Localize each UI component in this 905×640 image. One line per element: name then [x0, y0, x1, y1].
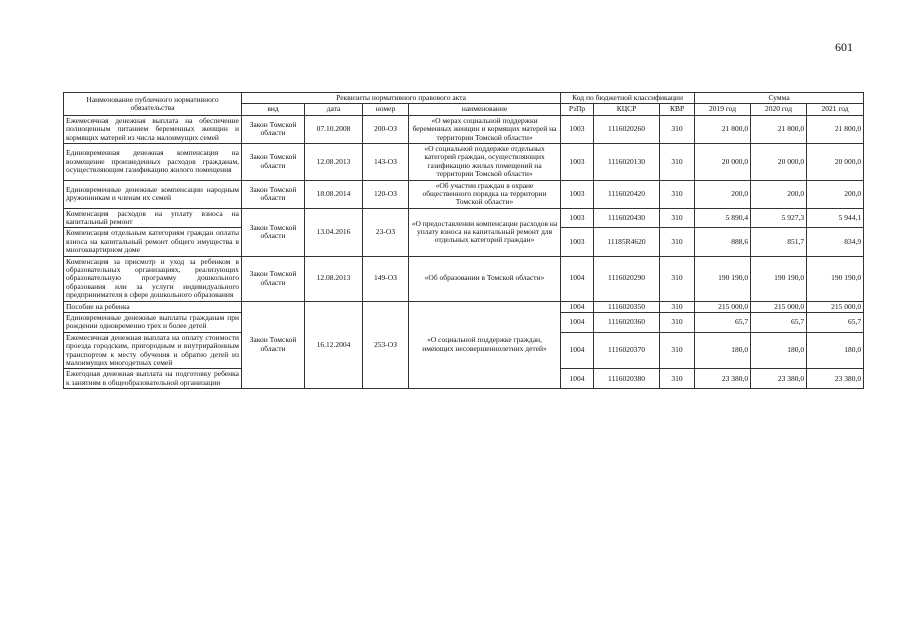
sum-2021: 65,7 — [807, 312, 864, 332]
act-title: «Об участии граждан в охране общественного порядка на территории Томской области» — [409, 180, 561, 208]
obligation-name: Единовременная денежная компенсация на возмещение произведенных расходов гражданам, осуществляющим газификацию жилого помещения — [64, 143, 242, 180]
code-rzpr: 1003 — [561, 180, 594, 208]
act-number: 143-ОЗ — [363, 143, 409, 180]
sum-2021: 180,0 — [807, 332, 864, 369]
obligation-name: Компенсация за присмотр и уход за ребенком в образовательных организациях, реализующих образовательную программу дошкольного образования или за услуги индивидуального предпринимателя в сфере дошкольного образования — [64, 256, 242, 301]
code-kcsr: 1116020380 — [594, 369, 660, 389]
act-title: «О предоставлении компенсации расходов на уплату взноса на капитальный ремонт для отдельных категорий граждан» — [409, 208, 561, 256]
sum-2020: 5 927,3 — [751, 208, 807, 228]
sum-2020: 20 000,0 — [751, 143, 807, 180]
act-kind: Закон Томской области — [242, 256, 305, 301]
code-kcsr: 1116020130 — [594, 143, 660, 180]
header-2021: 2021 год — [807, 104, 864, 115]
budget-obligations-table — [63, 92, 864, 389]
table-row — [64, 180, 864, 208]
code-kvr: 310 — [660, 143, 695, 180]
sum-2020: 215 000,0 — [751, 301, 807, 312]
act-title: «О социальной поддержке отдельных категорий граждан, осуществляющих газификацию жилых помещений на территории Томской области» — [409, 143, 561, 180]
table-row — [64, 208, 864, 228]
act-number: 120-ОЗ — [363, 180, 409, 208]
sum-2019: 215 000,0 — [695, 301, 751, 312]
act-number: 149-ОЗ — [363, 256, 409, 301]
sum-2019: 65,7 — [695, 312, 751, 332]
table-row — [64, 256, 864, 301]
code-kcsr: 1116020290 — [594, 256, 660, 301]
sum-2020: 190 190,0 — [751, 256, 807, 301]
header-2020: 2020 год — [751, 104, 807, 115]
sum-2021: 190 190,0 — [807, 256, 864, 301]
act-date: 18.08.2014 — [305, 180, 363, 208]
header-kvr: КВР — [660, 104, 695, 115]
act-number: 23-ОЗ — [363, 208, 409, 256]
sum-2021: 215 000,0 — [807, 301, 864, 312]
code-kvr: 310 — [660, 301, 695, 312]
sum-2020: 851,7 — [751, 228, 807, 256]
act-kind: Закон Томской области — [242, 143, 305, 180]
obligation-name: Компенсация расходов на уплату взноса на капитальный ремонт — [64, 208, 242, 228]
act-kind: Закон Томской области — [242, 301, 305, 389]
header-title: наименование — [409, 104, 561, 115]
obligation-name: Ежегодная денежная выплата на подготовку ребенка к занятиям в общеобразовательной организации — [64, 369, 242, 389]
sum-2021: 20 000,0 — [807, 143, 864, 180]
sum-2019: 190 190,0 — [695, 256, 751, 301]
code-rzpr: 1003 — [561, 115, 594, 143]
code-kvr: 310 — [660, 208, 695, 228]
act-date: 13.04.2016 — [305, 208, 363, 256]
code-kcsr: 1116020350 — [594, 301, 660, 312]
act-kind: Закон Томской области — [242, 180, 305, 208]
sum-2019: 5 890,4 — [695, 208, 751, 228]
code-kcsr: 1116020370 — [594, 332, 660, 369]
code-kvr: 310 — [660, 256, 695, 301]
sum-2019: 23 380,0 — [695, 369, 751, 389]
header-name: Наименование публичного нормативного обязательства — [64, 93, 242, 116]
page-number: 601 — [835, 40, 853, 54]
sum-2020: 23 380,0 — [751, 369, 807, 389]
obligation-name: Ежемесячная денежная выплата на оплату стоимости проезда городским, пригородным и внутрирайонным транспортом к месту обучения и обратно детей из малоимущих многодетных семей — [64, 332, 242, 369]
header-kcsr: КЦСР — [594, 104, 660, 115]
code-kvr: 310 — [660, 115, 695, 143]
sum-2021: 200,0 — [807, 180, 864, 208]
header-code-group: Код по бюджетной классификации — [561, 93, 695, 104]
code-kvr: 310 — [660, 180, 695, 208]
code-rzpr: 1004 — [561, 256, 594, 301]
code-kcsr: 1116020420 — [594, 180, 660, 208]
code-rzpr: 1003 — [561, 228, 594, 256]
header-row-top — [64, 93, 864, 104]
sum-2019: 21 800,0 — [695, 115, 751, 143]
sum-2019: 200,0 — [695, 180, 751, 208]
sum-2019: 20 000,0 — [695, 143, 751, 180]
code-rzpr: 1004 — [561, 332, 594, 369]
table-row — [64, 301, 864, 312]
act-title: «О социальной поддержке граждан, имеющих несовершеннолетних детей» — [409, 301, 561, 389]
header-rzpr: РзПр — [561, 104, 594, 115]
header-2019: 2019 год — [695, 104, 751, 115]
act-number: 200-ОЗ — [363, 115, 409, 143]
obligation-name: Единовременные денежные выплаты гражданам при рождении одновременно трех и более детей — [64, 312, 242, 332]
obligation-name: Пособие на ребенка — [64, 301, 242, 312]
act-number: 253-ОЗ — [363, 301, 409, 389]
act-title: «Об образовании в Томской области» — [409, 256, 561, 301]
header-date: дата — [305, 104, 363, 115]
obligation-name: Единовременные денежные компенсации народным дружинникам и членам их семей — [64, 180, 242, 208]
sum-2021: 21 800,0 — [807, 115, 864, 143]
sum-2020: 180,0 — [751, 332, 807, 369]
header-number: номер — [363, 104, 409, 115]
header-kind: вид — [242, 104, 305, 115]
code-kvr: 310 — [660, 312, 695, 332]
act-date: 12.08.2013 — [305, 143, 363, 180]
header-sum-group: Сумма — [695, 93, 864, 104]
obligation-name: Компенсация отдельным категориям граждан оплаты взноса на капитальный ремонт общего имущества в многоквартирном доме — [64, 228, 242, 256]
code-rzpr: 1004 — [561, 369, 594, 389]
code-rzpr: 1004 — [561, 312, 594, 332]
act-title: «О мерах социальной поддержки беременных женщин и кормящих матерей на территории Томской области» — [409, 115, 561, 143]
table-row — [64, 115, 864, 143]
code-kvr: 310 — [660, 228, 695, 256]
code-kcsr: 1116020360 — [594, 312, 660, 332]
table-row — [64, 143, 864, 180]
sum-2020: 21 800,0 — [751, 115, 807, 143]
act-kind: Закон Томской области — [242, 115, 305, 143]
act-kind: Закон Томской области — [242, 208, 305, 256]
code-kcsr: 11185R4620 — [594, 228, 660, 256]
act-date: 16.12.2004 — [305, 301, 363, 389]
obligation-name: Ежемесячная денежная выплата на обеспечение полноценным питанием беременных женщин и кормящих матерей из числа малоимущих семей — [64, 115, 242, 143]
code-rzpr: 1003 — [561, 208, 594, 228]
sum-2019: 888,6 — [695, 228, 751, 256]
sum-2019: 180,0 — [695, 332, 751, 369]
code-kvr: 310 — [660, 332, 695, 369]
code-kvr: 310 — [660, 369, 695, 389]
sum-2020: 200,0 — [751, 180, 807, 208]
header-act-group: Реквизиты нормативного правового акта — [242, 93, 561, 104]
act-date: 07.10.2008 — [305, 115, 363, 143]
sum-2020: 65,7 — [751, 312, 807, 332]
act-date: 12.08.2013 — [305, 256, 363, 301]
code-kcsr: 1116020430 — [594, 208, 660, 228]
sum-2021: 23 380,0 — [807, 369, 864, 389]
code-rzpr: 1004 — [561, 301, 594, 312]
sum-2021: 5 944,1 — [807, 208, 864, 228]
sum-2021: 834,9 — [807, 228, 864, 256]
code-kcsr: 1116020260 — [594, 115, 660, 143]
code-rzpr: 1003 — [561, 143, 594, 180]
